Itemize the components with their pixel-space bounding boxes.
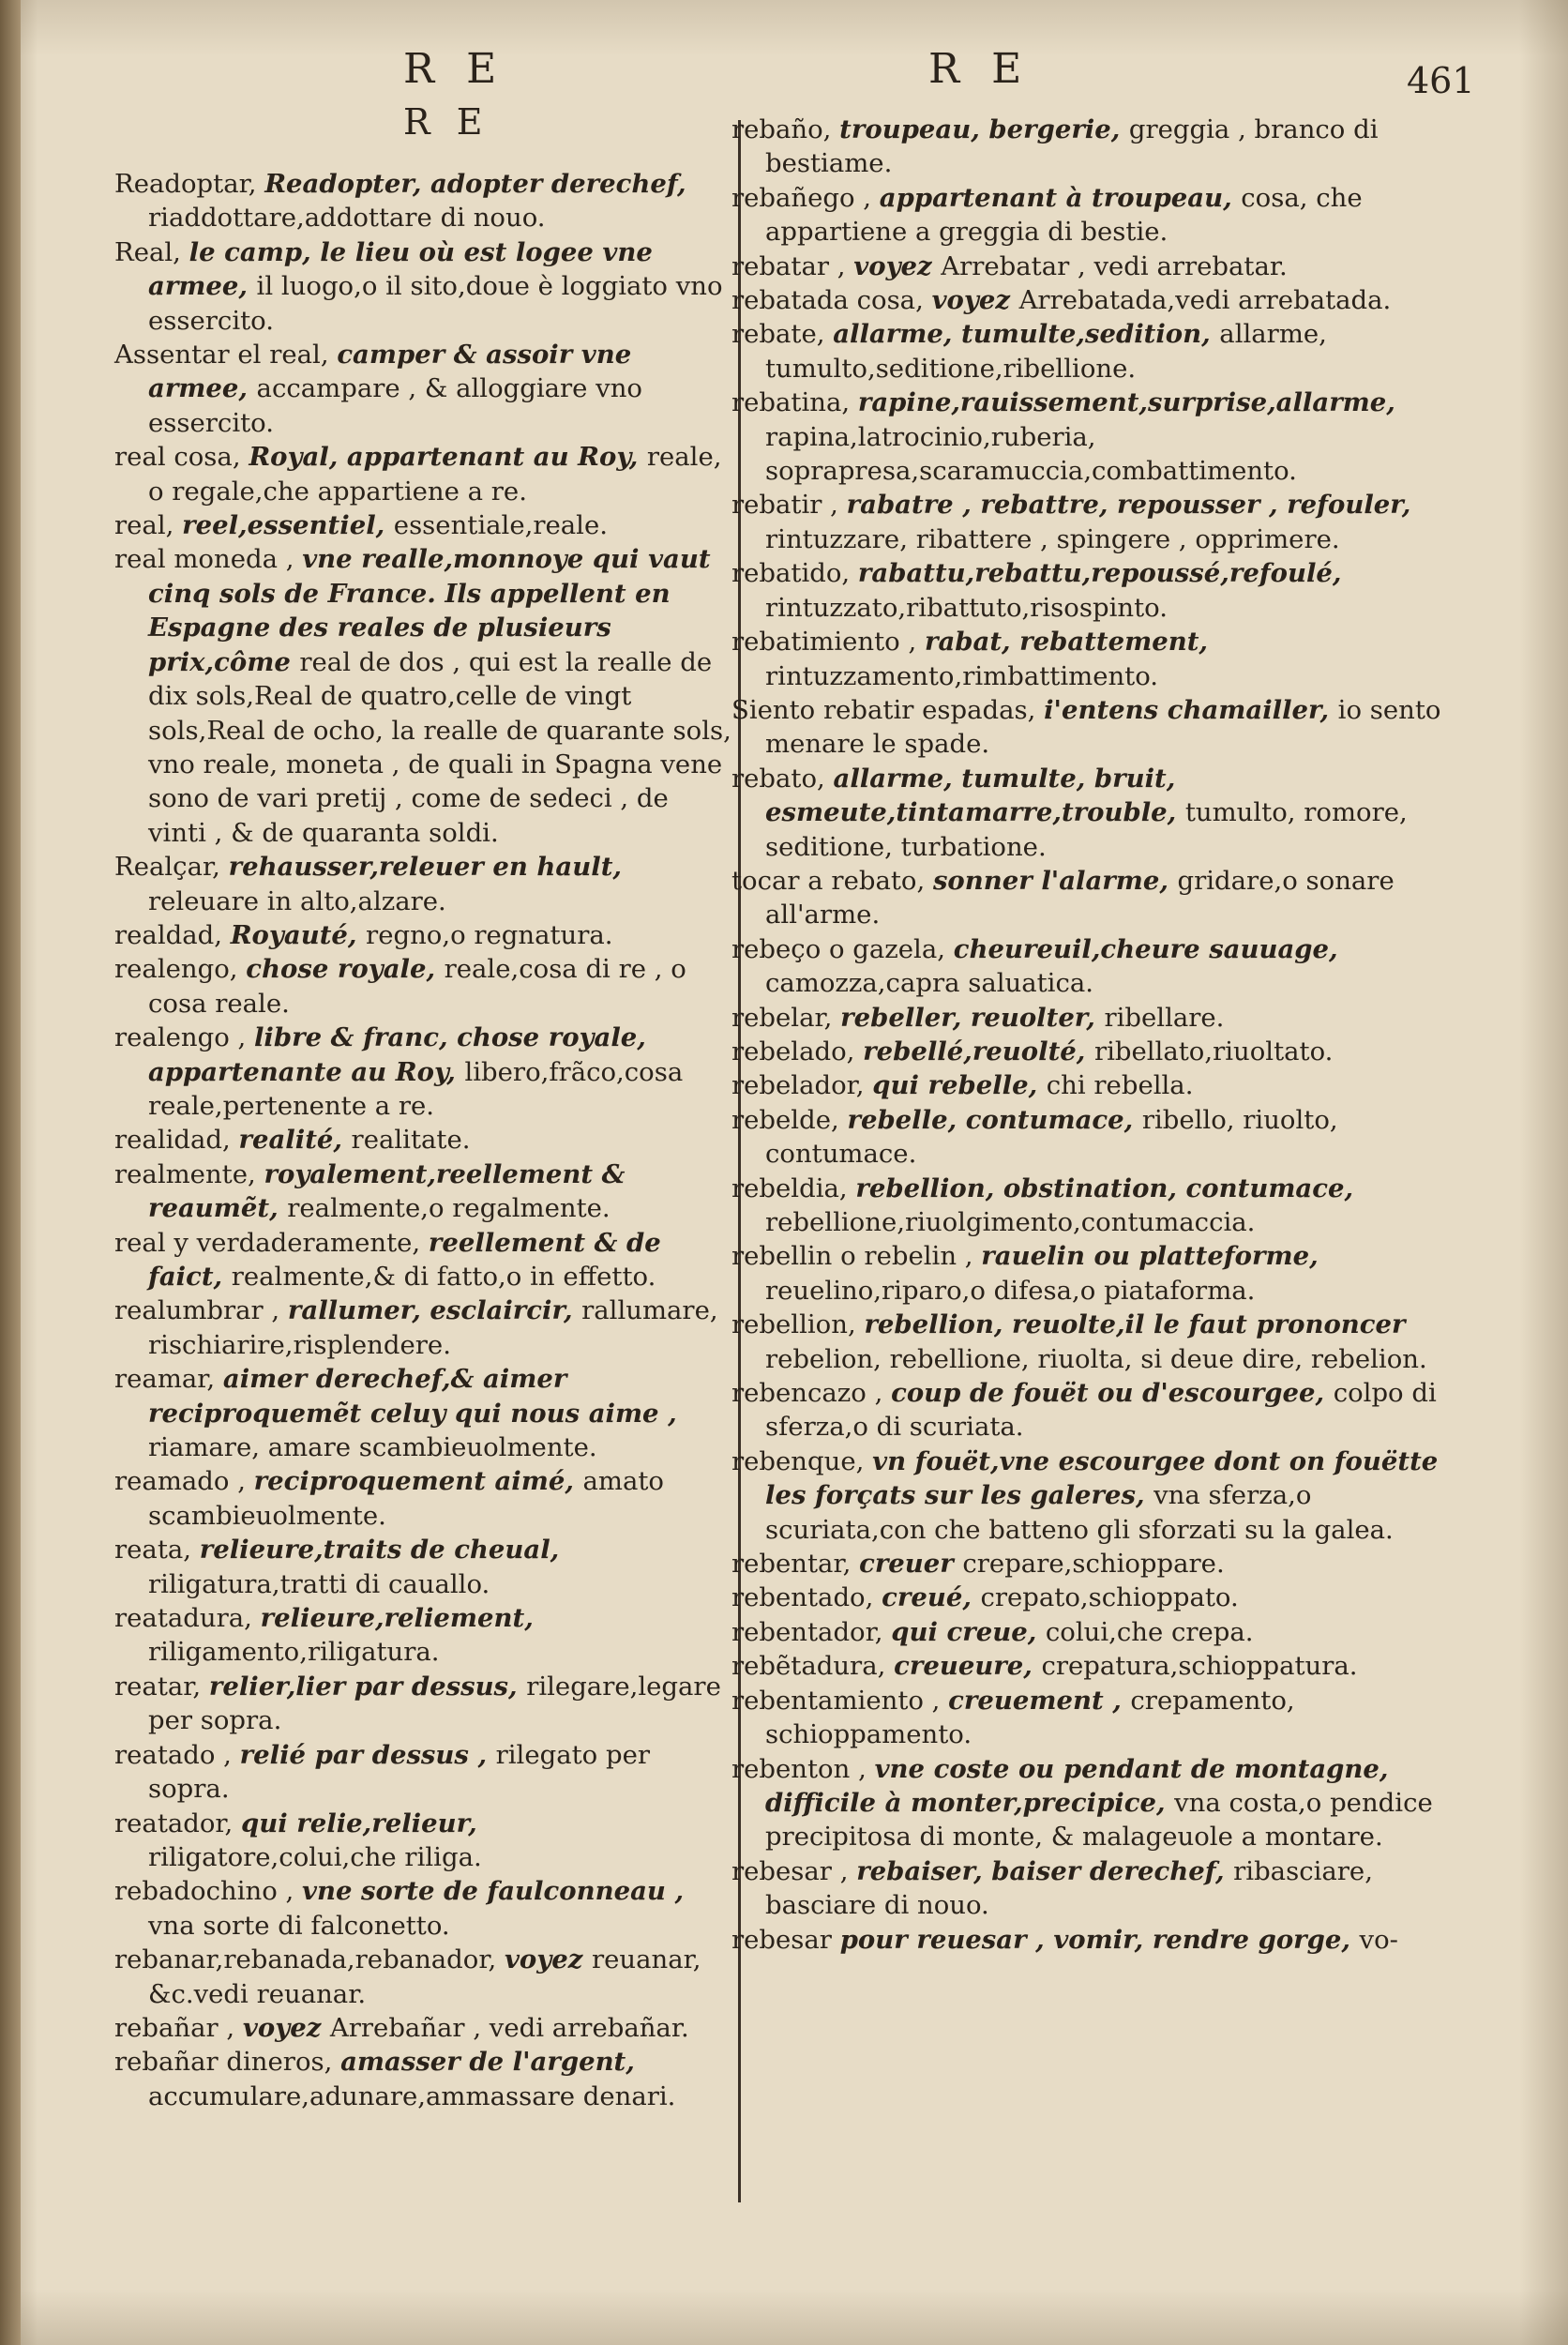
entry-headword: reatado , <box>114 1739 240 1770</box>
entry-headword: rebellion, <box>731 1309 865 1340</box>
entry-headword: rebatada cosa, <box>731 285 932 316</box>
dictionary-entry <box>731 1684 1444 1752</box>
dictionary-entry <box>114 167 733 235</box>
dictionary-entry <box>731 1445 1444 1547</box>
entry-italian-gloss: ribellare. <box>1104 1002 1225 1033</box>
dictionary-entry <box>731 1923 1444 1957</box>
entry-french-gloss: rabattu,rebattu,repoussé,refoulé, <box>857 558 1342 589</box>
entry-headword: rebencazo , <box>731 1378 892 1409</box>
entry-headword: tocar a rebato, <box>731 865 933 896</box>
entry-french-gloss: camper & assoir vne armee, <box>148 340 632 404</box>
entry-french-gloss: royalement,reellement & reaumẽt, <box>148 1158 626 1224</box>
entry-french-gloss: allarme, tumulte,sedition, <box>833 319 1220 350</box>
entry-french-gloss: reellement & de faict, <box>148 1227 661 1292</box>
entry-italian-gloss: rintuzzato,ribattuto,risospinto. <box>765 592 1168 623</box>
dictionary-entry <box>731 1308 1444 1376</box>
entry-headword: reamar, <box>114 1364 223 1395</box>
entry-italian-gloss: crepare,schioppare. <box>962 1549 1225 1580</box>
entry-headword: reamado , <box>114 1466 254 1497</box>
entry-french-gloss: vne sorte de faulconneau , <box>301 1876 685 1907</box>
dictionary-entry <box>114 1943 733 2011</box>
entry-french-gloss: voyez <box>853 250 942 281</box>
entry-italian-gloss: ribasciare, basciare di nouo. <box>765 1855 1373 1921</box>
entry-italian-gloss: realitate. <box>351 1125 471 1156</box>
entry-french-gloss: relieure,traits de cheual, <box>199 1535 560 1566</box>
entry-french-gloss: voyez <box>242 2012 330 2043</box>
dictionary-entry <box>731 625 1444 693</box>
entry-italian-gloss: ribello, riuolto, contumace. <box>765 1104 1338 1170</box>
entry-french-gloss: Royauté, <box>230 919 367 950</box>
dictionary-entry <box>731 386 1444 488</box>
entry-french-gloss: voyez <box>931 285 1019 316</box>
entry-italian-gloss: essentiale,reale. <box>393 510 608 541</box>
dictionary-entry <box>731 1172 1444 1240</box>
entry-italian-gloss: vna sorte di falconetto. <box>148 1910 450 1941</box>
entry-french-gloss: Readopter, adopter derechef, <box>264 169 686 199</box>
entry-headword: Siento rebatir espadas, <box>731 694 1045 725</box>
entry-french-gloss: reel,essentiel, <box>182 510 394 541</box>
entry-headword: realmente, <box>114 1158 264 1189</box>
entry-headword: rebelador, <box>731 1070 873 1101</box>
entry-french-gloss: rebellion, reuolte,il le faut prononcer <box>864 1309 1406 1340</box>
entry-italian-gloss: reale,cosa di re , o cosa reale. <box>148 954 686 1019</box>
entry-headword: Readoptar, <box>114 169 265 199</box>
entry-italian-gloss: il luogo,o il sito,doue è loggiato vno essercito. <box>148 271 723 336</box>
dictionary-entry <box>114 542 733 850</box>
entry-french-gloss: rapine,rauissement,surprise,allarme, <box>857 387 1395 418</box>
dictionary-entry <box>114 1533 733 1601</box>
dictionary-entry <box>731 488 1444 556</box>
entry-italian-gloss: riamare, amare scambieuolmente. <box>148 1432 597 1463</box>
dictionary-entry <box>114 1670 733 1738</box>
entry-headword: rebelado, <box>731 1036 864 1067</box>
entry-french-gloss: qui rebelle, <box>872 1070 1047 1101</box>
dictionary-entry <box>731 250 1444 283</box>
entry-italian-gloss: riligatura,tratti di cauallo. <box>148 1568 490 1599</box>
entry-italian-gloss: rintuzzare, ribattere , spingere , opprimere. <box>765 523 1340 554</box>
entry-headword: reata, <box>114 1535 200 1566</box>
dictionary-entry <box>114 1021 733 1123</box>
entry-french-gloss: rehausser,releuer en hault, <box>228 852 622 883</box>
entry-french-gloss: relier,lier par dessus, <box>208 1671 527 1702</box>
entry-headword: rebate, <box>731 319 834 350</box>
entry-headword: Realçar, <box>114 852 229 883</box>
dictionary-entry <box>731 556 1444 625</box>
dictionary-entry <box>731 1103 1444 1172</box>
entry-italian-gloss: vna sferza,o scuriata,con che batteno gli sforzati su la galea. <box>765 1480 1394 1545</box>
dictionary-entry <box>731 181 1444 250</box>
dictionary-entry <box>731 1068 1444 1102</box>
dictionary-entry <box>114 1123 733 1157</box>
entry-french-gloss: qui creue, <box>891 1616 1046 1647</box>
entry-french-gloss: rebeller, reuolter, <box>840 1002 1105 1033</box>
entry-italian-gloss: releuare in alto,alzare. <box>148 885 446 916</box>
entry-headword: real, <box>114 510 183 541</box>
entry-french-gloss: appartenant à troupeau, <box>879 182 1242 213</box>
entry-italian-gloss: rebellione,riuolgimento,contumaccia. <box>765 1207 1256 1237</box>
entry-italian-gloss: realmente,& di fatto,o in effetto. <box>231 1262 656 1292</box>
dictionary-entry <box>731 1376 1444 1445</box>
dictionary-entry <box>731 1615 1444 1649</box>
dictionary-entry <box>731 1547 1444 1581</box>
entry-headword: reatadura, <box>114 1603 261 1634</box>
entry-italian-gloss: regno,o regnatura. <box>366 919 613 950</box>
entry-french-gloss: creuer <box>859 1549 963 1580</box>
dictionary-entry <box>731 864 1444 932</box>
entry-french-gloss: creuement , <box>948 1685 1131 1716</box>
entry-french-gloss: allarme, tumulte, bruit, esmeute,tintamarre,trouble, <box>765 763 1185 828</box>
dictionary-entry <box>114 338 733 440</box>
entry-french-gloss: qui relie,relieur, <box>241 1808 477 1838</box>
dictionary-entry <box>731 932 1444 1001</box>
entry-french-gloss: cheureuil,cheure sauuage, <box>953 933 1338 964</box>
entry-italian-gloss: vo- <box>1359 1924 1398 1955</box>
entry-french-gloss: le camp, le lieu où est logee vne armee, <box>148 236 653 302</box>
entry-french-gloss: amasser de l'argent, <box>340 2047 635 2078</box>
entry-headword: rebelde, <box>731 1104 848 1135</box>
entry-italian-gloss: rilegato per sopra. <box>148 1739 650 1805</box>
entry-headword: realidad, <box>114 1125 239 1156</box>
section-letters: R E <box>403 101 490 143</box>
dictionary-entry <box>114 850 733 918</box>
entry-french-gloss: troupeau, bergerie, <box>839 114 1129 144</box>
entry-italian-gloss: rallumare, rischiarire,risplendere. <box>148 1295 718 1360</box>
entry-french-gloss: creueure, <box>894 1651 1042 1682</box>
entry-headword: rebañego , <box>731 182 880 213</box>
entry-headword: rebañar dineros, <box>114 2047 341 2078</box>
entry-italian-gloss: ribellato,riuoltato. <box>1093 1036 1334 1067</box>
dictionary-entry <box>731 1581 1444 1614</box>
entry-italian-gloss: realmente,o regalmente. <box>287 1193 611 1224</box>
running-head-right: R E <box>928 45 1032 93</box>
entry-headword: rebentamiento , <box>731 1685 949 1716</box>
entry-french-gloss: vn fouët,vne escourgee dont on fouëtte les forçats sur les galeres, <box>765 1445 1439 1511</box>
entry-italian-gloss: reuanar, &c.vedi reuanar. <box>148 1944 701 2009</box>
entry-french-gloss: rallumer, esclaircir, <box>287 1295 582 1326</box>
entry-italian-gloss: reuelino,riparo,o difesa,o piataforma. <box>765 1275 1256 1306</box>
dictionary-entry <box>114 1807 733 1875</box>
dictionary-entry <box>731 693 1444 762</box>
entry-italian-gloss: Arrebañar , vedi arrebañar. <box>329 2012 689 2043</box>
entry-french-gloss: chose royale, <box>246 954 445 985</box>
entry-italian-gloss: colpo di sferza,o di scuriata. <box>765 1378 1437 1443</box>
entry-headword: reatador, <box>114 1808 242 1838</box>
entry-french-gloss: creué, <box>882 1582 981 1613</box>
entry-italian-gloss: camozza,capra saluatica. <box>765 968 1094 999</box>
dictionary-entry <box>731 1854 1444 1923</box>
entry-french-gloss: realité, <box>238 1125 352 1156</box>
entry-headword: rebanar,rebanada,rebanador, <box>114 1944 505 1975</box>
entry-french-gloss: reciproquement aimé, <box>253 1466 583 1497</box>
entry-headword: rebaño, <box>731 114 840 144</box>
entry-headword: realumbrar , <box>114 1295 288 1326</box>
entry-french-gloss: i'entens chamailler, <box>1044 694 1338 725</box>
entry-italian-gloss: cosa, che appartiene a greggia di bestie. <box>765 182 1363 248</box>
entry-headword: rebeldia, <box>731 1172 856 1203</box>
dictionary-entry <box>114 2045 733 2113</box>
page-gutter-shadow <box>0 0 21 2345</box>
dictionary-entry <box>114 1226 733 1294</box>
entry-headword: rebeço o gazela, <box>731 933 954 964</box>
entry-italian-gloss: riaddottare,addottare di nouo. <box>148 203 546 234</box>
entry-headword: rebesar <box>731 1924 840 1955</box>
entry-headword: rebenton , <box>731 1753 875 1784</box>
entry-french-gloss: relieure,reliement, <box>260 1603 534 1634</box>
page-number: 461 <box>1407 60 1475 101</box>
entry-french-gloss: rebaiser, baiser derechef, <box>856 1855 1234 1886</box>
dictionary-entry <box>114 1464 733 1533</box>
dictionary-entry <box>731 1035 1444 1068</box>
dictionary-entry <box>114 235 733 338</box>
entry-headword: rebentador, <box>731 1616 892 1647</box>
entry-headword: real moneda , <box>114 544 303 575</box>
entry-italian-gloss: reale, o regale,che appartiene a re. <box>148 442 722 507</box>
entry-headword: rebesar , <box>731 1855 857 1886</box>
dictionary-entry <box>114 952 733 1021</box>
entry-italian-gloss: io sento menare le spade. <box>765 694 1441 760</box>
entry-headword: rebatir , <box>731 490 847 521</box>
dictionary-entry <box>731 1001 1444 1035</box>
running-head-left: R E <box>403 45 506 93</box>
dictionary-entry <box>114 508 733 542</box>
dictionary-entry <box>114 1874 733 1943</box>
entry-italian-gloss: allarme, tumulto,seditione,ribellione. <box>765 319 1327 384</box>
entry-french-gloss: relié par dessus , <box>239 1739 496 1770</box>
entry-italian-gloss: crepato,schioppato. <box>980 1582 1239 1613</box>
entry-french-gloss: libre & franc, chose royale, appartenante au Roy, <box>148 1022 646 1087</box>
entry-italian-gloss: amato scambieuolmente. <box>148 1466 664 1531</box>
left-column <box>114 167 733 2113</box>
entry-italian-gloss: accumulare,adunare,ammassare denari. <box>148 2080 676 2111</box>
entry-headword: rebatido, <box>731 558 858 589</box>
entry-italian-gloss: crepamento, schioppamento. <box>765 1685 1295 1750</box>
entry-italian-gloss: rilegare,legare per sopra. <box>148 1671 721 1736</box>
entry-headword: rebentado, <box>731 1582 882 1613</box>
entry-headword: reatar, <box>114 1671 209 1702</box>
right-column <box>731 113 1444 1957</box>
entry-headword: rebatina, <box>731 387 858 418</box>
dictionary-entry <box>731 762 1444 864</box>
entry-italian-gloss: crepatura,schioppatura. <box>1041 1651 1358 1682</box>
entry-italian-gloss: riligatore,colui,che riliga. <box>148 1841 482 1872</box>
dictionary-entry <box>731 283 1444 317</box>
entry-headword: real cosa, <box>114 442 249 473</box>
dictionary-entry <box>731 1239 1444 1308</box>
entry-italian-gloss: libero,frãco,cosa reale,pertenente a re. <box>148 1056 684 1121</box>
entry-italian-gloss: chi rebella. <box>1046 1070 1194 1101</box>
entry-italian-gloss: rebelion, rebellione, riuolta, si deue dire, rebelion. <box>765 1343 1427 1374</box>
entry-italian-gloss: Arrebatar , vedi arrebatar. <box>941 250 1288 281</box>
entry-french-gloss: vne realle,monnoye qui vaut cinq sols de France. Ils appellent en Espagne des reales de plusieurs prix,côme <box>148 544 711 677</box>
dictionary-entry <box>731 1649 1444 1683</box>
entry-headword: Assentar el real, <box>114 340 338 371</box>
entry-italian-gloss: real de dos , qui est la realle de dix sols,Real de quatro,celle de vingt sols,Real de ocho, la realle de quarante sols, vno reale, moneta , de quali in Spagna vene sono de vari pretij , come de sedeci , de vinti , & de quaranta soldi. <box>148 646 731 848</box>
entry-italian-gloss: greggia , branco di bestiame. <box>765 114 1379 179</box>
dictionary-entry <box>114 1362 733 1464</box>
entry-french-gloss: rabatre , rebattre, repousser , refouler, <box>846 490 1411 521</box>
dictionary-entry <box>114 1601 733 1670</box>
entry-french-gloss: voyez <box>504 1944 592 1975</box>
entry-french-gloss: aimer derechef,& aimer reciproquemẽt celuy qui nous aime , <box>148 1364 677 1429</box>
dictionary-entry <box>114 2011 733 2045</box>
entry-italian-gloss: vna costa,o pendice precipitosa di monte, & malageuole a montare. <box>765 1787 1433 1853</box>
entry-french-gloss: rabat, rebattement, <box>924 627 1208 658</box>
entry-italian-gloss: colui,che crepa. <box>1045 1616 1254 1647</box>
dictionary-entry <box>114 1294 733 1362</box>
entry-french-gloss: coup de fouët ou d'escourgee, <box>891 1378 1334 1409</box>
dictionary-entry <box>731 113 1444 181</box>
entry-french-gloss: rebelle, contumace, <box>847 1104 1142 1135</box>
entry-french-gloss: vne coste ou pendant de montagne, difficile à monter,precipice, <box>765 1753 1389 1818</box>
entry-headword: rebatar , <box>731 250 854 281</box>
entry-headword: real y verdaderamente, <box>114 1227 429 1258</box>
entry-headword: rebadochino , <box>114 1876 302 1907</box>
entry-italian-gloss: rapina,latrocinio,ruberia, soprapresa,scaramuccia,combattimento. <box>765 421 1297 487</box>
entry-italian-gloss: tumulto, romore, seditione, turbatione. <box>765 797 1408 862</box>
dictionary-entry <box>114 918 733 952</box>
entry-headword: realdad, <box>114 919 231 950</box>
entry-headword: rebatimiento , <box>731 627 925 658</box>
dictionary-entry <box>731 1752 1444 1854</box>
entry-headword: rebenque, <box>731 1445 873 1476</box>
entry-italian-gloss: Arrebatada,vedi arrebatada. <box>1018 285 1392 316</box>
entry-headword: realengo, <box>114 954 247 985</box>
entry-italian-gloss: rintuzzamento,rimbattimento. <box>765 660 1159 691</box>
entry-headword: rebelar, <box>731 1002 841 1033</box>
dictionary-entry <box>114 440 733 508</box>
entry-headword: realengo , <box>114 1022 254 1053</box>
entry-headword: rebẽtadura, <box>731 1651 895 1682</box>
entry-french-gloss: rebellé,reuolté, <box>863 1036 1094 1067</box>
entry-headword: rebellin o rebelin , <box>731 1241 982 1272</box>
entry-headword: Real, <box>114 236 189 267</box>
entry-headword: rebentar, <box>731 1549 860 1580</box>
entry-italian-gloss: gridare,o sonare all'arme. <box>765 865 1395 930</box>
entry-italian-gloss: riligamento,riligatura. <box>148 1637 440 1668</box>
dictionary-entry <box>114 1738 733 1807</box>
entry-french-gloss: Royal, appartenant au Roy, <box>249 442 647 473</box>
dictionary-entry <box>731 317 1444 386</box>
entry-french-gloss: sonner l'alarme, <box>932 865 1178 896</box>
entry-french-gloss: pour reuesar , vomir, rendre gorge, <box>839 1924 1360 1955</box>
entry-french-gloss: rauelin ou platteforme, <box>981 1241 1319 1272</box>
entry-headword: rebañar , <box>114 2012 243 2043</box>
entry-italian-gloss: accampare , & alloggiare vno essercito. <box>148 373 642 438</box>
entry-headword: rebato, <box>731 763 834 794</box>
dictionary-entry <box>114 1157 733 1226</box>
entry-french-gloss: rebellion, obstination, contumace, <box>855 1172 1354 1203</box>
